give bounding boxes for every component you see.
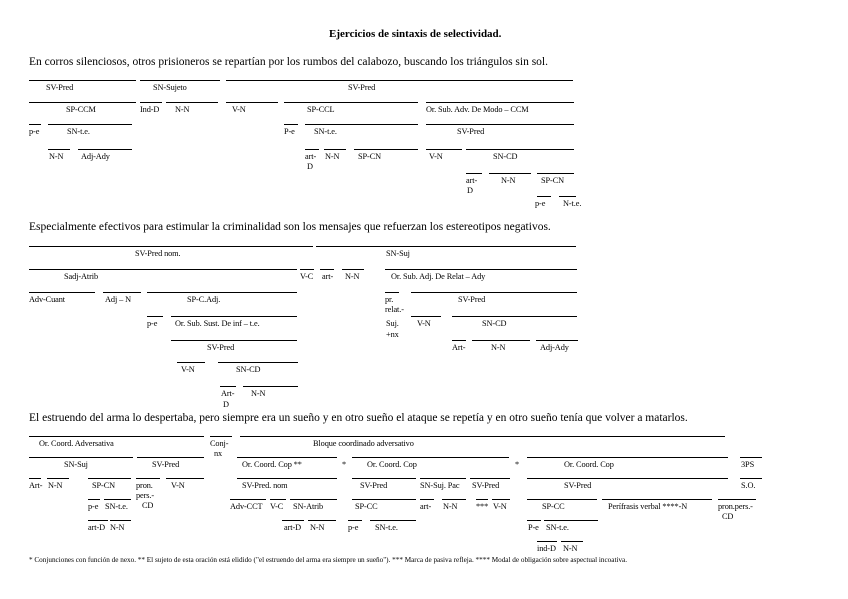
bracket-line (29, 436, 204, 437)
node-label: SP-CN (541, 176, 565, 185)
node-label: Art- (29, 481, 43, 490)
node-label: Adj – N (105, 295, 132, 304)
bracket-line (476, 499, 488, 500)
node-label: Or. Coord. Cop (564, 460, 614, 469)
node-label: Bloque coordinado adversativo (313, 439, 414, 448)
node-label: Or. Coord. Adversativa (39, 439, 114, 448)
node-label: SV-Pred (152, 460, 180, 469)
bracket-line (527, 520, 541, 521)
node-label: SN-Suj (386, 249, 410, 258)
bracket-line (308, 520, 336, 521)
node-label: Adv-CCT (230, 502, 263, 511)
bracket-line (29, 269, 297, 270)
bracket-line (171, 316, 297, 317)
bracket-line (305, 149, 319, 150)
bracket-line (411, 292, 577, 293)
node-label: p-e (88, 502, 99, 511)
node-label: Or. Sub. Adv. De Modo – CCM (426, 105, 529, 114)
bracket-line (602, 499, 712, 500)
bracket-line (284, 124, 298, 125)
bracket-line (220, 386, 236, 387)
bracket-line (489, 173, 531, 174)
bracket-line (348, 520, 362, 521)
node-label: CD (722, 512, 734, 521)
node-label: art- (420, 502, 432, 511)
node-label: pers.- (136, 491, 155, 500)
node-label: N-N (563, 544, 578, 553)
node-label: N-N (49, 152, 64, 161)
bracket-line (352, 499, 416, 500)
bracket-line (48, 124, 132, 125)
bracket-line (452, 340, 466, 341)
bracket-line (243, 386, 298, 387)
node-label: V-N (171, 481, 185, 490)
bracket-line (527, 499, 597, 500)
bracket-line (316, 246, 576, 247)
node-label: Or. Sub. Sust. De inf – t.e. (175, 319, 260, 328)
bracket-line (536, 340, 578, 341)
node-label: Or. Coord. Cop ** (242, 460, 302, 469)
node-label: D (223, 400, 229, 409)
node-label: Art- (221, 389, 235, 398)
node-label: N-N (501, 176, 516, 185)
bracket-line (527, 457, 728, 458)
bracket-line (29, 292, 95, 293)
node-label: SN-Sujeto (153, 83, 187, 92)
bracket-line (166, 478, 204, 479)
bracket-line (29, 102, 136, 103)
bracket-line (29, 478, 41, 479)
node-label: V-C (300, 272, 314, 281)
bracket-line (740, 457, 762, 458)
node-label: SN-t.e. (375, 523, 398, 532)
node-label: SP-CC (542, 502, 565, 511)
bracket-line (48, 149, 70, 150)
node-label: SV-Pred. nom (242, 481, 288, 490)
node-label: art-D (284, 523, 302, 532)
node-label: V-N (417, 319, 431, 328)
bracket-line (442, 499, 466, 500)
node-label: SV-Pred (207, 343, 235, 352)
bracket-line (140, 80, 220, 81)
page-title: Ejercicios de sintaxis de selectividad. (329, 28, 502, 40)
bracket-line (29, 457, 133, 458)
node-label: SP-CC (355, 502, 378, 511)
bracket-line (740, 478, 762, 479)
bracket-line (527, 478, 728, 479)
node-label: S.O. (741, 481, 756, 490)
node-label: SV-Pred (472, 481, 500, 490)
node-label: SP-CCM (66, 105, 96, 114)
bracket-line (147, 316, 163, 317)
node-label: CD (142, 501, 154, 510)
bracket-line (537, 541, 557, 542)
node-label: pr. (385, 295, 394, 304)
node-label: V-N (232, 105, 246, 114)
sentence-3: El estruendo del arma lo despertaba, pero siempre era un sueño y en otro sueño el ataque se repetía y en otro sueño tenía que volver a matarlos. (29, 412, 688, 424)
node-label: Sadj-Atrib (64, 272, 99, 281)
bracket-line (270, 499, 286, 500)
node-label: SV-Pred (564, 481, 592, 490)
node-label: SN-CD (236, 365, 261, 374)
bracket-line (177, 362, 205, 363)
bracket-line (237, 478, 337, 479)
node-label: SV-Pred (457, 127, 485, 136)
bracket-line (237, 457, 337, 458)
bracket-line (352, 478, 416, 479)
node-label: Conj- (210, 439, 229, 448)
bracket-line (370, 520, 416, 521)
bracket-line (385, 292, 399, 293)
bracket-line (537, 173, 574, 174)
node-label: art- (322, 272, 334, 281)
node-label: N-N (110, 523, 125, 532)
bracket-line (284, 102, 418, 103)
node-label: N-N (443, 502, 458, 511)
bracket-line (426, 102, 574, 103)
node-label: art- (466, 176, 478, 185)
node-label: * (342, 460, 347, 469)
bracket-line (226, 102, 278, 103)
node-label: V-C (270, 502, 284, 511)
node-label: p-e (147, 319, 158, 328)
node-label: P-e (528, 523, 539, 532)
bracket-line (210, 436, 232, 437)
node-label: Suj. (386, 319, 399, 328)
bracket-line (140, 102, 162, 103)
node-label: N-N (48, 481, 63, 490)
bracket-line (110, 520, 131, 521)
bracket-line (47, 478, 69, 479)
node-label: N-N (175, 105, 190, 114)
node-label: N-N (345, 272, 360, 281)
bracket-line (537, 196, 551, 197)
bracket-line (324, 149, 346, 150)
node-label: SP-C.Adj. (187, 295, 221, 304)
node-label: SN-t.e. (105, 502, 128, 511)
bracket-line (305, 124, 418, 125)
bracket-line (226, 80, 573, 81)
bracket-line (147, 292, 297, 293)
bracket-line (472, 340, 530, 341)
bracket-line (171, 340, 297, 341)
node-label: * (515, 460, 520, 469)
node-label: V-N (429, 152, 443, 161)
bracket-line (561, 541, 583, 542)
node-label: Perífrasis verbal ****-N (608, 502, 688, 511)
bracket-line (136, 478, 160, 479)
node-label: SP-CN (92, 481, 116, 490)
node-label: SN-Suj (64, 460, 88, 469)
node-label: N-N (251, 389, 266, 398)
node-label: SP-CN (358, 152, 382, 161)
node-label: p-e (535, 199, 546, 208)
node-label: SN-Suj. Pac (420, 481, 460, 490)
node-label: SP-CCL (307, 105, 335, 114)
bracket-line (29, 80, 136, 81)
bracket-line (137, 457, 204, 458)
node-label: SV-Pred (348, 83, 376, 92)
bracket-line (230, 499, 266, 500)
bracket-line (466, 173, 482, 174)
bracket-line (78, 149, 132, 150)
node-label: +nx (386, 330, 399, 339)
node-label: Or. Sub. Adj. De Relat – Ady (391, 272, 486, 281)
node-label: SV-Pred (458, 295, 486, 304)
node-label: ind-D (537, 544, 556, 553)
bracket-line (426, 149, 462, 150)
node-label: SV-Pred nom. (135, 249, 181, 258)
node-label: Adv-Cuant (29, 295, 65, 304)
node-label: N-t.e. (563, 199, 582, 208)
node-label: Or. Coord. Cop (367, 460, 417, 469)
bracket-line (452, 316, 577, 317)
bracket-line (385, 269, 577, 270)
sentence-2: Especialmente efectivos para estimular la criminalidad son los mensajes que refuerzan los estereotipos negativos. (29, 221, 551, 233)
node-label: SN-Atrib (293, 502, 324, 511)
node-label: Adj-Ady (540, 343, 569, 352)
bracket-line (282, 520, 304, 521)
footnote: * Conjunciones con función de nexo. ** El sujeto de esta oración está elidido ("el estruendo del arma era siempre un sueño"). *** Marca de pasiva refleja. **** Modal de obligación sobre aspectual incoativa. (29, 556, 628, 564)
node-label: p-e (348, 523, 359, 532)
node-label: SN-CD (482, 319, 507, 328)
bracket-line (88, 478, 131, 479)
bracket-line (166, 102, 218, 103)
bracket-line (492, 499, 510, 500)
node-label: p-e (29, 127, 40, 136)
bracket-line (420, 478, 466, 479)
node-label: N-N (491, 343, 506, 352)
bracket-line (29, 124, 41, 125)
bracket-line (352, 457, 509, 458)
bracket-line (240, 436, 725, 437)
bracket-line (342, 269, 364, 270)
bracket-line (470, 478, 510, 479)
node-label: P-e (284, 127, 295, 136)
sentence-1: En corros silenciosos, otros prisioneros se repartían por los rumbos del calabozo, buscando los triángulos sin sol. (29, 56, 549, 68)
bracket-line (300, 269, 314, 270)
bracket-line (544, 520, 598, 521)
bracket-line (718, 499, 756, 500)
node-label: SN-t.e. (67, 127, 90, 136)
node-label: art-D (88, 523, 106, 532)
bracket-line (290, 499, 337, 500)
node-label: art- (305, 152, 317, 161)
node-label: Adj-Ady (81, 152, 110, 161)
bracket-line (411, 316, 441, 317)
node-label: D (307, 162, 313, 171)
node-label: SV-Pred (360, 481, 388, 490)
node-label: 3PS (741, 460, 755, 469)
node-label: *** (476, 502, 489, 511)
node-label: SV-Pred (46, 83, 74, 92)
node-label: D (467, 186, 473, 195)
node-label: Ind-D (140, 105, 160, 114)
node-label: V-N (493, 502, 507, 511)
node-label: Art- (452, 343, 466, 352)
bracket-line (320, 269, 334, 270)
bracket-line (354, 149, 418, 150)
node-label: nx (214, 449, 223, 458)
node-label: relat.- (385, 305, 404, 314)
node-label: pron.pers.- (718, 502, 753, 511)
bracket-line (104, 499, 131, 500)
bracket-line (426, 124, 574, 125)
bracket-line (420, 499, 434, 500)
node-label: SN-t.e. (546, 523, 569, 532)
bracket-line (103, 292, 141, 293)
node-label: N-N (310, 523, 325, 532)
bracket-line (29, 246, 313, 247)
bracket-line (88, 520, 108, 521)
bracket-line (88, 499, 100, 500)
node-label: pron. (136, 481, 153, 490)
node-label: SN-t.e. (314, 127, 337, 136)
node-label: V-N (181, 365, 195, 374)
bracket-line (218, 362, 298, 363)
node-label: SN-CD (493, 152, 518, 161)
node-label: N-N (325, 152, 340, 161)
bracket-line (466, 149, 574, 150)
bracket-line (559, 196, 576, 197)
